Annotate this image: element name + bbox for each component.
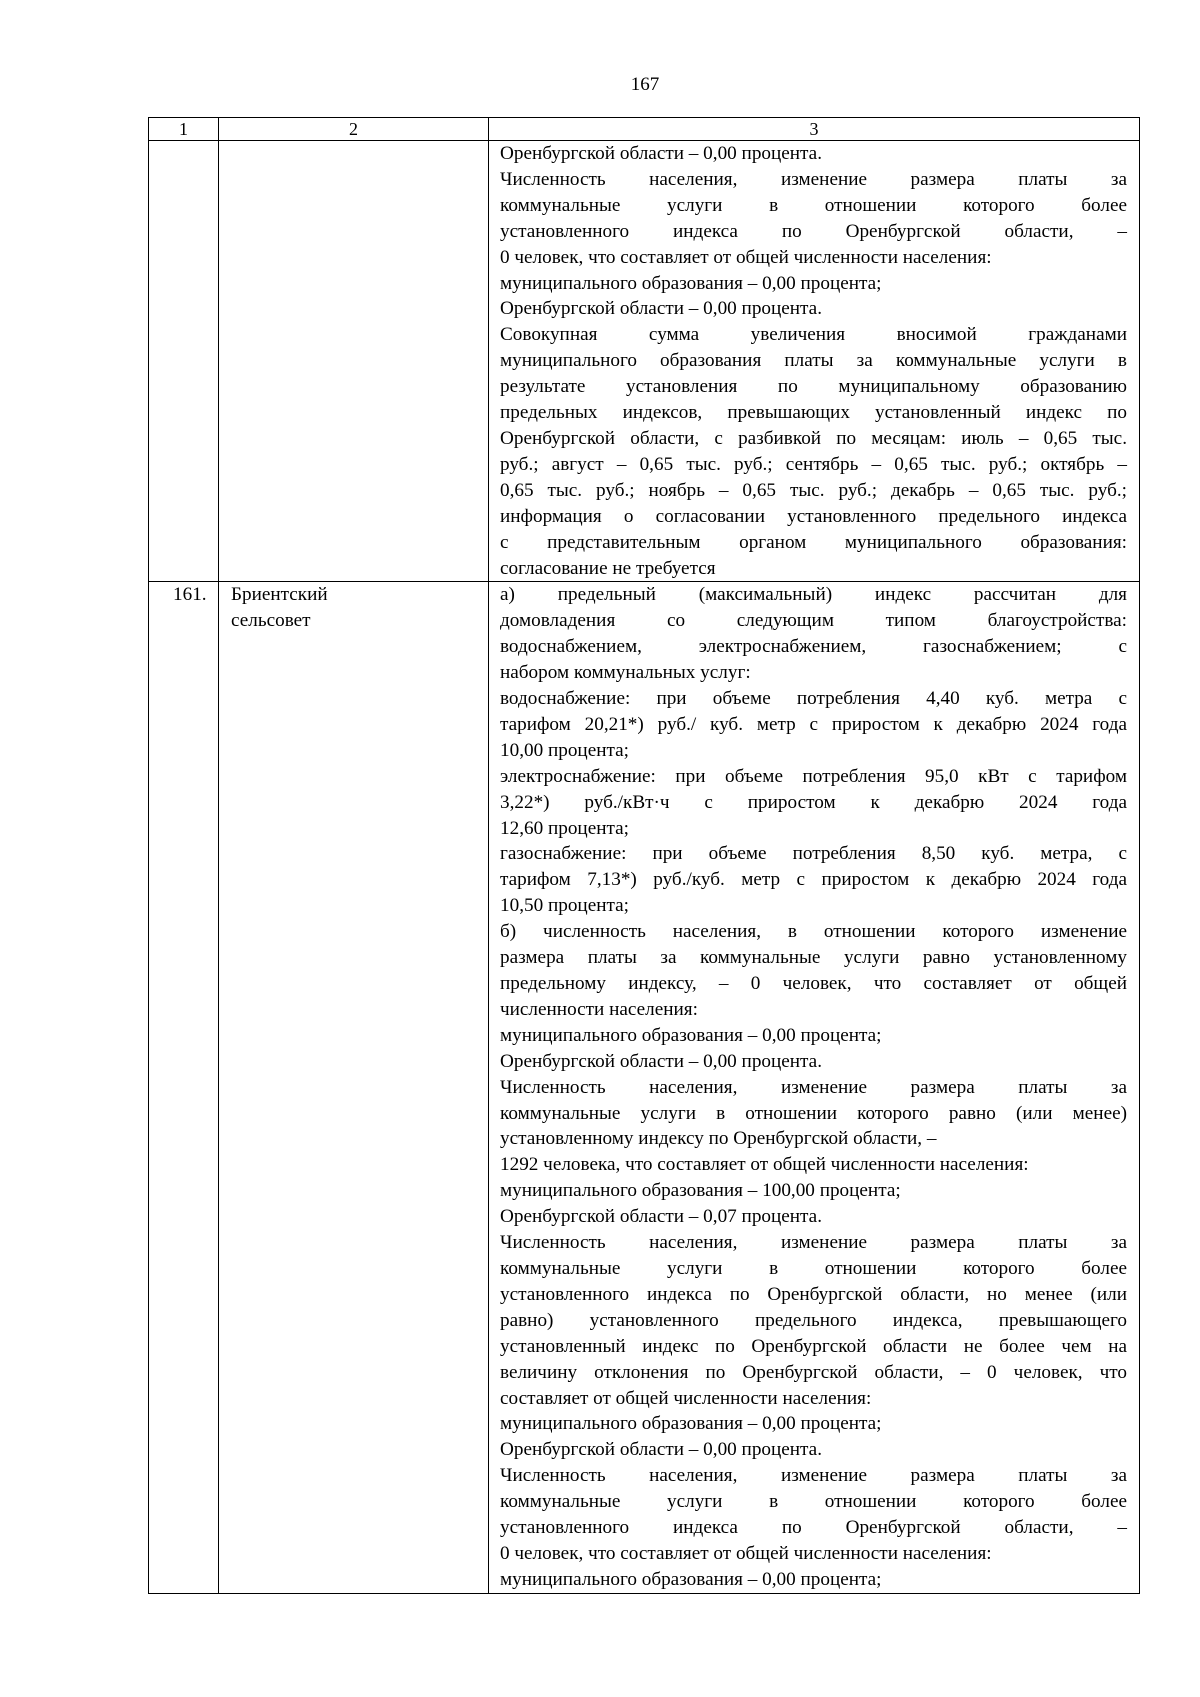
municipality-name-cell (219, 141, 489, 582)
description-line: коммунальные услуги в отношении которого более (500, 1257, 1127, 1279)
description-line: Оренбургской области – 0,00 процента. (500, 298, 822, 320)
description-line: 12,60 процента; (500, 817, 629, 839)
description-line: установленного индекса по Оренбургской области, – (500, 220, 1127, 242)
description-line: Численность населения, изменение размера платы за (500, 168, 1127, 190)
description-line: 0,65 тыс. руб.; ноябрь – 0,65 тыс. руб.; декабрь – 0,65 тыс. руб.; (500, 479, 1127, 501)
description-line: размера платы за коммунальные услуги равно установленному (500, 947, 1127, 969)
row-number: 161. (173, 584, 207, 606)
description-line: величину отклонения по Оренбургской области, – 0 человек, что (500, 1361, 1127, 1383)
table-row (149, 141, 1140, 582)
municipality-name-line: Бриентский (231, 584, 328, 606)
description-line: муниципального образования – 0,00 процента; (500, 1568, 882, 1590)
description-line: набором коммунальных услуг: (500, 662, 751, 684)
description-line: газоснабжение: при объеме потребления 8,50 куб. метра, с (500, 843, 1127, 865)
column-header: 2 (219, 118, 489, 141)
description-line: установленному индексу по Оренбургской области, – (500, 1128, 937, 1150)
description-line: руб.; август – 0,65 тыс. руб.; сентябрь – 0,65 тыс. руб.; октябрь – (500, 453, 1127, 475)
description-line: водоснабжением, электроснабжением, газоснабжением; с (500, 636, 1127, 658)
description-line: Численность населения, изменение размера платы за (500, 1076, 1127, 1098)
description-line: Оренбургской области – 0,00 процента. (500, 1050, 822, 1072)
description-line: б) численность населения, в отношении которого изменение (500, 921, 1127, 943)
description-line: информация о согласовании установленного предельного индекса (500, 505, 1127, 527)
description-cell (489, 582, 1140, 1593)
description-line: Оренбургской области – 0,00 процента. (500, 143, 822, 164)
description-line: с представительным органом муниципального образования: (500, 531, 1127, 553)
description-line: численности населения: (500, 998, 698, 1020)
description-line: коммунальные услуги в отношении которого более (500, 194, 1127, 216)
description-line: равно) установленного предельного индекса, превышающего (500, 1309, 1127, 1331)
table-header-row (149, 118, 1140, 141)
description-line: 0 человек, что составляет от общей численности населения: (500, 246, 992, 268)
column-header: 3 (489, 118, 1140, 141)
description-line: предельных индексов, превышающих установленный индекс по (500, 402, 1127, 424)
description-line: муниципального образования – 0,00 процента; (500, 272, 882, 294)
description-line: муниципального образования платы за коммунальные услуги в (500, 350, 1127, 372)
description-line: Оренбургской области – 0,07 процента. (500, 1206, 822, 1228)
description-line: предельному индексу, – 0 человек, что составляет от общей (500, 973, 1127, 994)
description-line: Численность населения, изменение размера платы за (500, 1465, 1127, 1487)
description-line: установленного индекса по Оренбургской области, но менее (или (500, 1283, 1127, 1305)
description-line: Совокупная сумма увеличения вносимой гражданами (500, 324, 1127, 346)
description-line: тарифом 20,21*) руб./ куб. метр с приростом к декабрю 2024 года (500, 713, 1127, 735)
description-line: 10,00 процента; (500, 739, 629, 761)
description-line: электроснабжение: при объеме потребления 95,0 кВт с тарифом (500, 765, 1127, 787)
description-line: 10,50 процента; (500, 895, 629, 917)
column-header: 1 (149, 118, 219, 141)
description-line: установленный индекс по Оренбургской области не более чем на (500, 1335, 1127, 1357)
description-line: Оренбургской области – 0,00 процента. (500, 1439, 822, 1461)
description-line: муниципального образования – 0,00 процента; (500, 1413, 882, 1435)
row-number-cell (149, 582, 219, 1593)
description-line: водоснабжение: при объеме потребления 4,40 куб. метра с (500, 688, 1127, 710)
municipality-name-cell (219, 582, 489, 1593)
municipality-name-line: сельсовет (231, 610, 311, 632)
description-line: согласование не требуется (500, 557, 716, 579)
page-number: 167 (630, 74, 660, 95)
description-line: муниципального образования – 0,00 процента; (500, 1024, 882, 1046)
description-cell (489, 141, 1140, 582)
description-line: коммунальные услуги в отношении которого более (500, 1491, 1127, 1513)
row-number-cell (149, 141, 219, 582)
description-line: домовладения со следующим типом благоустройства: (500, 610, 1127, 632)
description-line: Численность населения, изменение размера платы за (500, 1232, 1127, 1254)
description-line: установленного индекса по Оренбургской области, – (500, 1517, 1127, 1539)
description-line: результате установления по муниципальному образованию (500, 376, 1127, 398)
table-row (149, 582, 1140, 1593)
description-line: 3,22*) руб./кВт·ч с приростом к декабрю 2024 года (500, 791, 1127, 813)
data-table (148, 117, 1140, 1594)
description-line: 1292 человека, что составляет от общей численности населения: (500, 1154, 1029, 1176)
description-line: 0 человек, что составляет от общей численности населения: (500, 1542, 992, 1564)
description-line: а) предельный (максимальный) индекс рассчитан для (500, 584, 1127, 606)
description-line: муниципального образования – 100,00 процента; (500, 1180, 901, 1202)
description-line: тарифом 7,13*) руб./куб. метр с приростом к декабрю 2024 года (500, 869, 1127, 891)
description-line: Оренбургской области, с разбивкой по месяцам: июль – 0,65 тыс. (500, 427, 1127, 449)
description-line: составляет от общей численности населения: (500, 1387, 872, 1409)
description-line: коммунальные услуги в отношении которого равно (или менее) (500, 1102, 1127, 1124)
